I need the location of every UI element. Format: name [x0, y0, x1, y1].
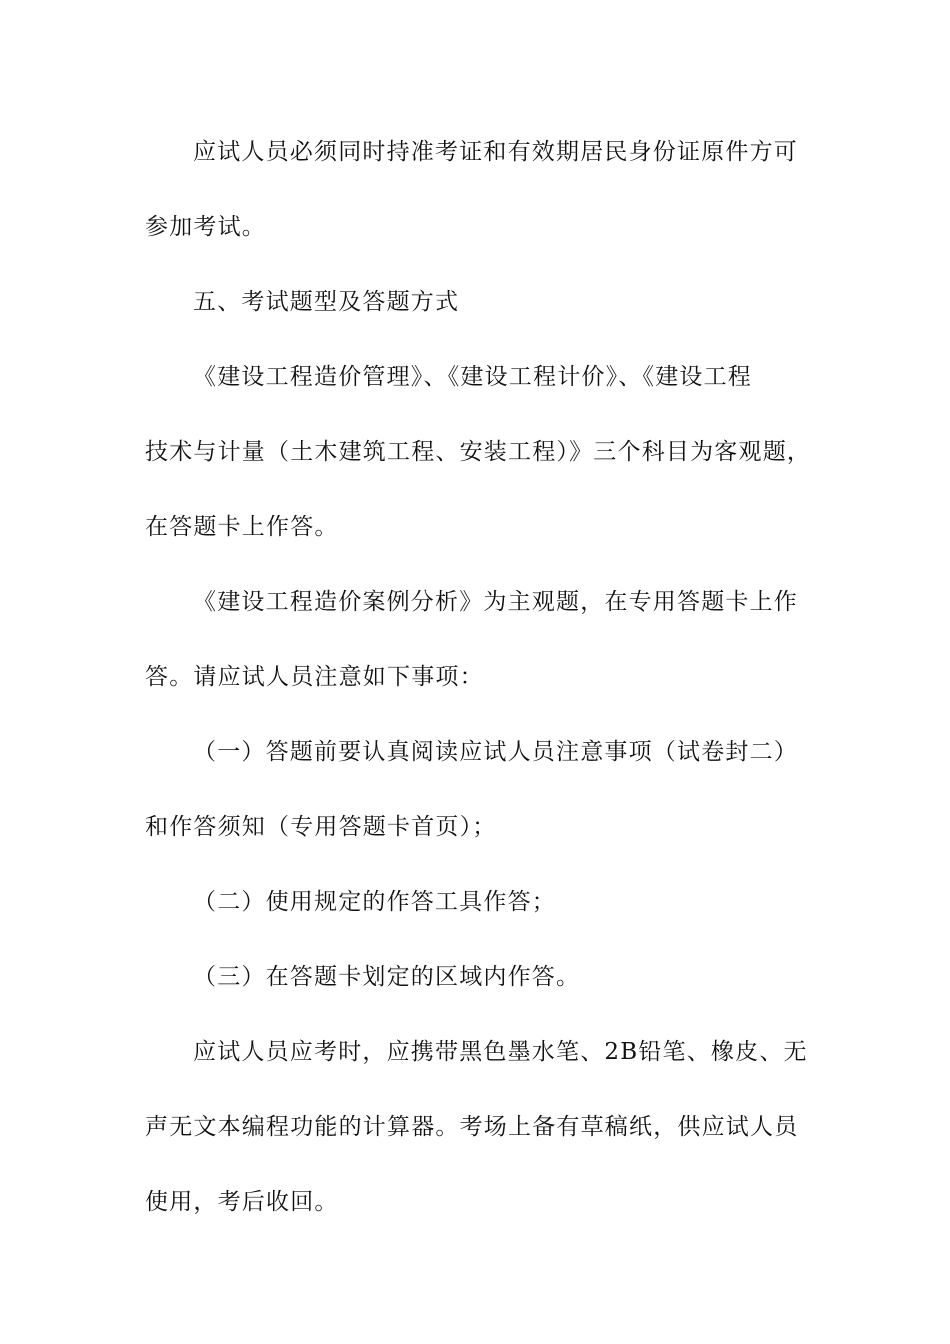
list-item-3: （三）在答题卡划定的区域内作答。 — [193, 964, 581, 990]
paragraph-objective-subjects-line-1: 《建设工程造价管理》、《建设工程计价》、《建设工程 — [193, 364, 752, 390]
paragraph-exam-id-requirement-line-2: 参加考试。 — [145, 214, 266, 240]
list-item-1-line-1: （一）答题前要认真阅读应试人员注意事项（试卷封二） — [193, 739, 798, 765]
paragraph-objective-subjects-line-2: 技术与计量（土木建筑工程、安装工程）》三个科目为客观题， — [145, 439, 812, 465]
section-heading-question-types: 五、考试题型及答题方式 — [193, 289, 460, 315]
paragraph-exam-tools-line-2: 声无文本编程功能的计算器。考场上备有草稿纸，供应试人员 — [145, 1114, 799, 1140]
paragraph-exam-tools-line-3: 使用，考后收回。 — [145, 1189, 339, 1215]
paragraph-exam-tools-line-1: 应试人员应考时，应携带黑色墨水笔、2B铅笔、橡皮、无 — [193, 1039, 808, 1065]
list-item-1-line-2: 和作答须知（专用答题卡首页）； — [145, 814, 497, 840]
paragraph-exam-id-requirement-line-1: 应试人员必须同时持准考证和有效期居民身份证原件方可 — [193, 139, 798, 165]
paragraph-subjective-subject-line-2: 答。请应试人员注意如下事项： — [145, 664, 484, 690]
paragraph-subjective-subject-line-1: 《建设工程造价案例分析》为主观题，在专用答题卡上作 — [193, 589, 798, 615]
list-item-2: （二）使用规定的作答工具作答； — [193, 889, 556, 915]
paragraph-objective-subjects-line-3: 在答题卡上作答。 — [145, 514, 339, 540]
